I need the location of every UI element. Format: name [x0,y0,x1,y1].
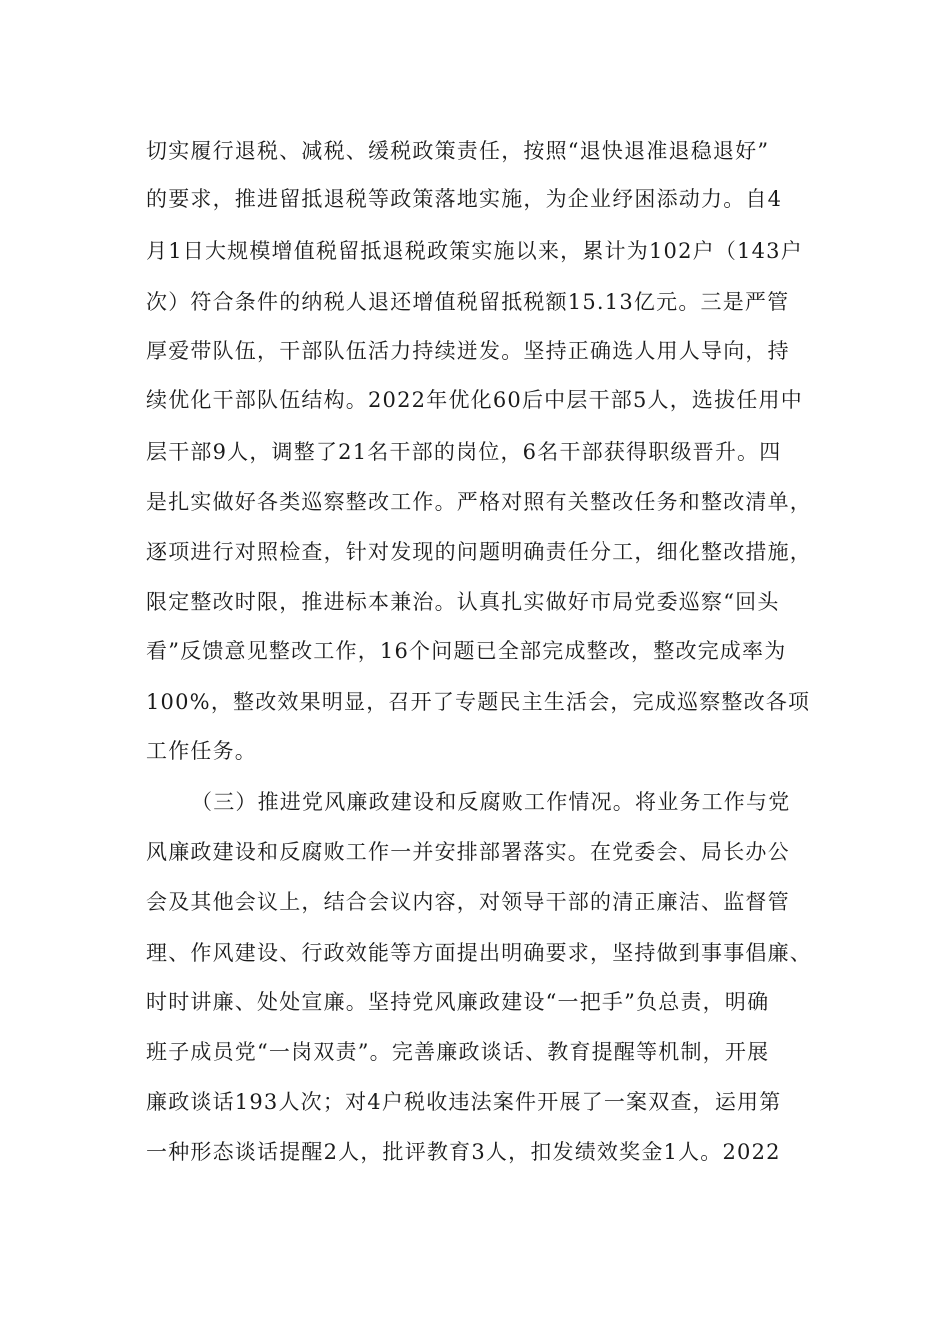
text-line: 100%，整改效果明显，召开了专题民主生活会，完成巡察整改各项 [146,690,811,714]
text-line: 的要求，推进留抵退税等政策落地实施，为企业纾困添动力。自4 [146,187,783,211]
text-line: 切实履行退税、减税、缓税政策责任，按照“退快退准退稳退好” [146,139,770,163]
text-line: 会及其他会议上，结合会议内容，对领导干部的清正廉洁、监督管 [146,890,790,914]
text-line: 一种形态谈话提醒2人，批评教育3人，扣发绩效奖金1人。2022 [146,1140,781,1164]
text-line: 廉政谈话193人次；对4户税收违法案件开展了一案双查，运用第 [146,1090,782,1114]
text-line: 工作任务。 [146,739,257,763]
text-line: 看”反馈意见整改工作，16个问题已全部完成整改，整改完成率为 [146,639,787,663]
text-line: 时时讲廉、处处宣廉。坚持党风廉政建设“一把手”负总责，明确 [146,990,770,1014]
text-line: 续优化干部队伍结构。2022年优化60后中层干部5人，选拔任用中 [146,388,803,412]
text-line: 限定整改时限，推进标本兼治。认真扎实做好市局党委巡察“回头 [146,590,780,614]
text-line: 是扎实做好各类巡察整改工作。严格对照有关整改任务和整改清单， [146,490,812,514]
text-line: 层干部9人，调整了21名干部的岗位，6名干部获得职级晋升。四 [146,440,782,464]
text-line: 次）符合条件的纳税人退还增值税留抵税额15.13亿元。三是严管 [146,290,790,314]
text-line: 班子成员党“一岗双责”。完善廉政谈话、教育提醒等机制，开展 [146,1040,770,1064]
text-line: 风廉政建设和反腐败工作一并安排部署落实。在党委会、局长办公 [146,840,790,864]
section-heading-line: （三）推进党风廉政建设和反腐败工作情况。将业务工作与党 [191,790,791,814]
text-line: 理、作风建设、行政效能等方面提出明确要求，坚持做到事事倡廉、 [146,941,812,965]
text-line: 逐项进行对照检查，针对发现的问题明确责任分工，细化整改措施， [146,540,812,564]
text-line: 月1日大规模增值税留抵退税政策实施以来，累计为102户（143户 [146,239,803,263]
text-line: 厚爱带队伍，干部队伍活力持续迸发。坚持正确选人用人导向，持 [146,339,790,363]
